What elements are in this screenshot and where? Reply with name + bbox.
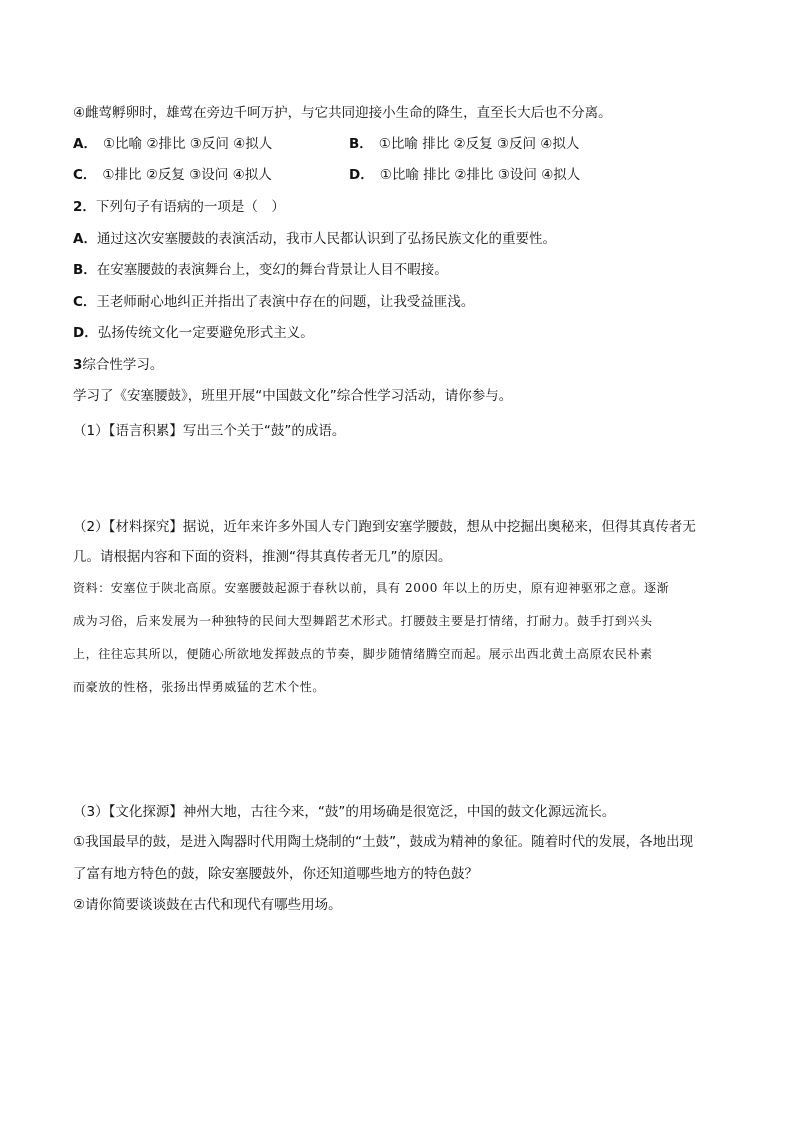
question-text: 综合性学习。 <box>82 357 164 373</box>
q2-option-a <box>73 229 733 249</box>
option-label: A． <box>73 136 97 152</box>
q3-part-3-q1-line-2: 了富有地方特色的鼓，除安塞腰鼓外，你还知道哪些地方的特色鼓？ <box>73 866 478 882</box>
q3-part-2-line-1: （2）【材料探究】据说，近年来许多外国人专门跑到安塞学腰鼓，想从中挖掘出奥秘来，但得其真传者无 <box>73 519 696 535</box>
option-label: C． <box>73 294 97 310</box>
option-text: 王老师耐心地纠正并指出了表演中存在的问题，让我受益匪浅。 <box>96 294 475 310</box>
option-label: D． <box>349 167 374 183</box>
option-label: C． <box>73 167 97 183</box>
q1-option-d <box>349 165 580 185</box>
material-line: 成为习俗，后来发展为一种独特的民间大型舞蹈艺术形式。打腰鼓主要是打情绪，打耐力。鼓手打到兴头 <box>73 614 653 628</box>
q3-part-3-q2: ②请你简要谈谈鼓在古代和现代有哪些用场。 <box>73 897 342 913</box>
option-text: ①排比 ②反复 ③设问 ④拟人 <box>102 167 272 183</box>
q2-stem <box>73 197 733 217</box>
option-label: B． <box>349 136 373 152</box>
q3-part-1: （1）【语言积累】写出三个关于“鼓”的成语。 <box>73 423 346 439</box>
question-number: 3 <box>73 357 83 373</box>
q1-option-a <box>73 134 272 154</box>
q3-part-3: （3）【文化探源】神州大地，古往今来，“鼓”的用场确是很宽泛，中国的鼓文化源远流长。 <box>73 804 616 820</box>
option-text: 在安塞腰鼓的表演舞台上，变幻的舞台背景让人目不暇接。 <box>96 262 448 278</box>
q1-option-b <box>349 134 579 154</box>
question-text: 下列句子有语病的一项是（ ） <box>95 199 285 215</box>
option-text: 通过这次安塞腰鼓的表演活动，我市人民都认识到了弘扬民族文化的重要性。 <box>96 231 556 247</box>
q2-option-b <box>73 260 733 280</box>
q1-option-c <box>73 165 272 185</box>
q3-intro: 学习了《安塞腰鼓》，班里开展“中国鼓文化”综合性学习活动，请你参与。 <box>73 388 513 404</box>
q3-part-3-q1-line-1: ①我国最早的鼓，是进入陶器时代用陶土烧制的“土鼓”，鼓成为精神的象征。随着时代的发展，各地出现 <box>73 834 694 850</box>
option-label: A． <box>73 231 97 247</box>
q3-part-2-line-2: 几。请根据内容和下面的资料，推测“得其真传者无几”的原因。 <box>73 549 452 565</box>
q2-option-c <box>73 292 733 312</box>
q1-sentence-4: ④雌莺孵卵时，雄莺在旁边千呵万护，与它共同迎接小生命的降生，直至长大后也不分离。 <box>73 105 612 121</box>
question-number: 2． <box>73 199 96 215</box>
option-text: 弘扬传统文化一定要避免形式主义。 <box>97 325 314 341</box>
option-label: B． <box>73 262 97 278</box>
option-text: ①比喻 排比 ②排比 ③设问 ④拟人 <box>379 167 581 183</box>
q2-option-d <box>73 323 733 343</box>
material-line: 而豪放的性格，张扬出悍勇威猛的艺术个性。 <box>73 680 326 694</box>
option-text: ①比喻 ②排比 ③反问 ④拟人 <box>102 136 273 152</box>
material-line: 上，往往忘其所以，便随心所欲地发挥鼓点的节奏，脚步随情绪腾空而起。展示出西北黄土高原农民朴素 <box>73 647 653 661</box>
option-label: D． <box>73 325 98 341</box>
material-line: 资料：安塞位于陕北高原。安塞腰鼓起源于春秋以前，具有 2000 年以上的历史，原有迎神驱邪之意。逐渐 <box>73 581 670 595</box>
option-text: ①比喻 排比 ②反复 ③反问 ④拟人 <box>378 136 580 152</box>
q3-title <box>73 355 733 375</box>
